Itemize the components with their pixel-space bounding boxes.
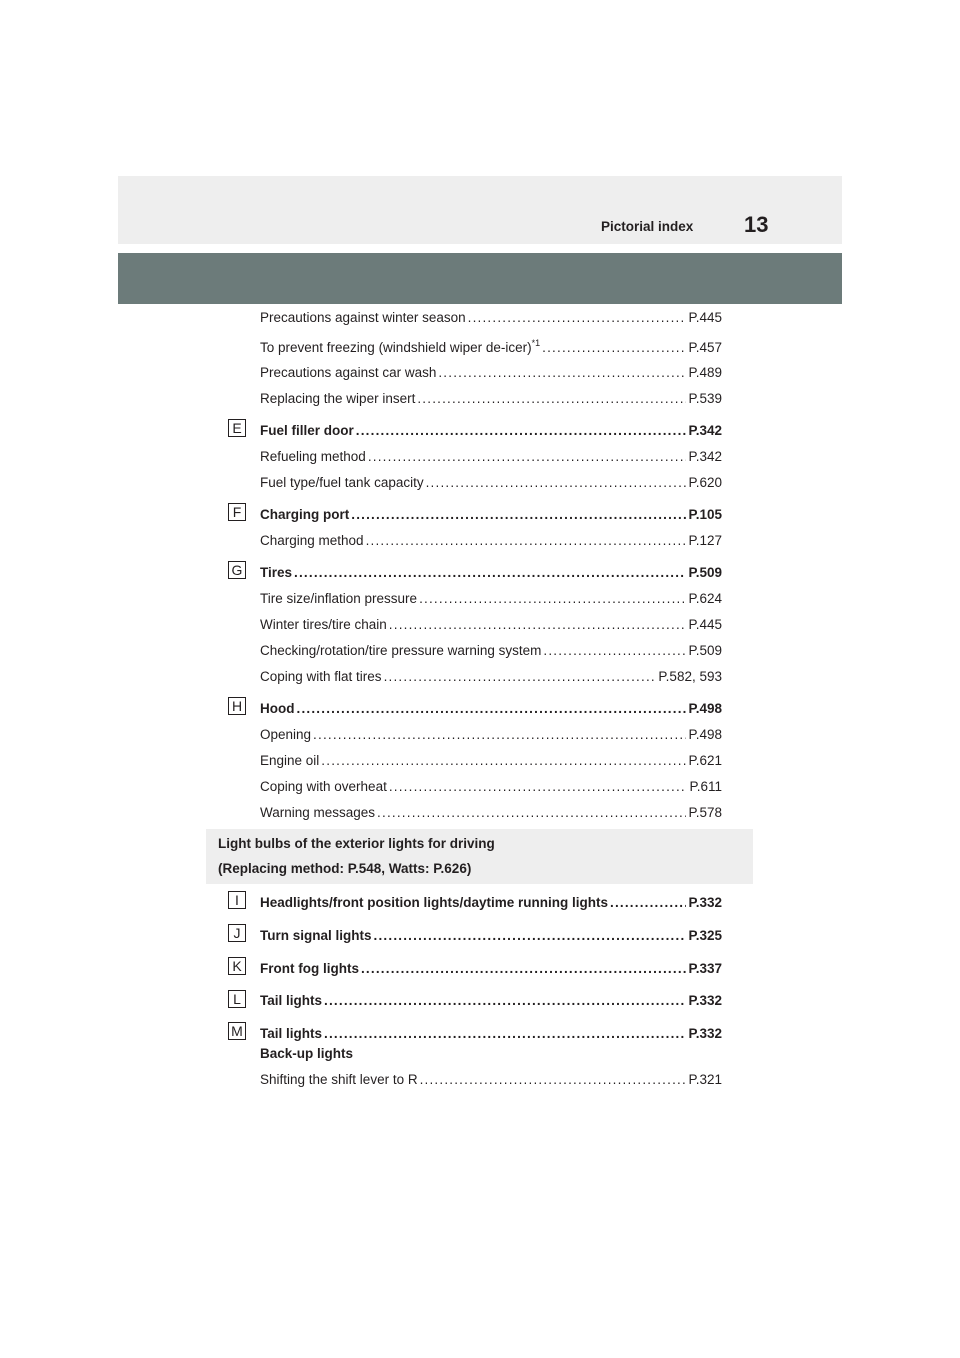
index-heading-headlights[interactable] bbox=[260, 894, 722, 912]
entry-label: Shifting the shift lever to R bbox=[260, 1072, 418, 1087]
leader-dots bbox=[384, 668, 657, 686]
leader-dots bbox=[468, 309, 687, 327]
entry-page: P.105 bbox=[688, 507, 722, 522]
footnote-marker: *1 bbox=[531, 337, 541, 348]
entry-page: P.332 bbox=[688, 895, 722, 910]
index-heading-hood[interactable] bbox=[260, 700, 722, 718]
leader-dots bbox=[374, 927, 687, 945]
entry-page: P.445 bbox=[688, 617, 722, 632]
back-up-lights-label: Back-up lights bbox=[260, 1046, 354, 1061]
entry-label: Opening bbox=[260, 727, 312, 742]
entry-label: Tail lights bbox=[260, 993, 323, 1008]
index-heading-tires[interactable] bbox=[260, 564, 722, 582]
index-entry[interactable] bbox=[260, 364, 722, 382]
entry-page: P.342 bbox=[688, 423, 722, 438]
entry-label: Tire size/inflation pressure bbox=[260, 591, 418, 606]
leader-dots bbox=[420, 1071, 687, 1089]
header-bar bbox=[118, 253, 842, 304]
leader-dots bbox=[294, 564, 686, 582]
entry-label: Precautions against car wash bbox=[260, 365, 437, 380]
index-entry[interactable] bbox=[260, 668, 722, 686]
entry-page: P.498 bbox=[688, 727, 722, 742]
index-entry[interactable] bbox=[260, 1071, 722, 1089]
entry-page: P.509 bbox=[688, 643, 722, 658]
callout-letter-m: M bbox=[228, 1022, 246, 1040]
entry-page: P.325 bbox=[688, 928, 722, 943]
leader-dots bbox=[377, 804, 686, 822]
entry-label: Engine oil bbox=[260, 753, 320, 768]
entry-label: Fuel filler door bbox=[260, 423, 354, 438]
entry-label: Charging method bbox=[260, 533, 364, 548]
entry-page: P.509 bbox=[688, 565, 722, 580]
index-entry[interactable] bbox=[260, 390, 722, 408]
leader-dots bbox=[356, 422, 687, 440]
entry-page: P.578 bbox=[688, 805, 722, 820]
leader-dots bbox=[426, 474, 687, 492]
leader-dots bbox=[417, 390, 686, 408]
entry-page: P.539 bbox=[688, 391, 722, 406]
leader-dots bbox=[324, 1025, 686, 1043]
leader-dots bbox=[543, 642, 686, 660]
entry-label: Turn signal lights bbox=[260, 928, 372, 943]
entry-label: Fuel type/fuel tank capacity bbox=[260, 475, 424, 490]
callout-letter-h: H bbox=[228, 697, 246, 715]
index-entry[interactable] bbox=[260, 752, 722, 770]
entry-label: Coping with overheat bbox=[260, 779, 387, 794]
index-entry[interactable] bbox=[260, 726, 722, 744]
index-heading-turn-signal-lights[interactable] bbox=[260, 927, 722, 945]
callout-letter-g: G bbox=[228, 561, 246, 579]
entry-page: P.321 bbox=[688, 1072, 722, 1087]
index-entry[interactable] bbox=[260, 474, 722, 492]
callout-letter-k: K bbox=[228, 957, 246, 975]
index-entry[interactable] bbox=[260, 616, 722, 634]
leader-dots bbox=[366, 532, 687, 550]
leader-dots bbox=[351, 506, 686, 524]
entry-label: Hood bbox=[260, 701, 295, 716]
index-entry[interactable] bbox=[260, 309, 722, 327]
entry-page: P.127 bbox=[688, 533, 722, 548]
entry-label: Winter tires/tire chain bbox=[260, 617, 387, 632]
index-entry[interactable] bbox=[260, 448, 722, 466]
index-heading-tail-lights[interactable] bbox=[260, 992, 722, 1010]
header-band bbox=[118, 176, 842, 244]
entry-label: Warning messages bbox=[260, 805, 376, 820]
entry-label: Tail lights bbox=[260, 1026, 323, 1041]
entry-page: P.332 bbox=[688, 1026, 722, 1041]
entry-label-text: To prevent freezing (windshield wiper de-icer) bbox=[260, 340, 532, 355]
callout-letter-l: L bbox=[228, 990, 246, 1008]
light-bulbs-heading: Light bulbs of the exterior lights for driving bbox=[218, 836, 495, 851]
leader-dots bbox=[313, 726, 686, 744]
entry-label: Coping with flat tires bbox=[260, 669, 382, 684]
leader-dots bbox=[321, 752, 686, 770]
index-entry[interactable] bbox=[260, 532, 722, 550]
leader-dots bbox=[419, 590, 686, 608]
index-heading-tail-lights-backup[interactable] bbox=[260, 1025, 722, 1043]
entry-page: P.457 bbox=[688, 340, 722, 355]
entry-page: P.621 bbox=[688, 753, 722, 768]
entry-page: P.582, 593 bbox=[658, 669, 722, 684]
leader-dots bbox=[297, 700, 687, 718]
entry-label: Replacing the wiper insert bbox=[260, 391, 416, 406]
entry-page: P.611 bbox=[689, 779, 722, 794]
entry-label: Checking/rotation/tire pressure warning system bbox=[260, 643, 542, 658]
leader-dots bbox=[438, 364, 686, 382]
entry-page: P.620 bbox=[688, 475, 722, 490]
callout-letter-f: F bbox=[228, 503, 246, 521]
entry-page: P.342 bbox=[688, 449, 722, 464]
callout-letter-j: J bbox=[228, 924, 246, 942]
entry-label: Charging port bbox=[260, 507, 350, 522]
entry-label: Front fog lights bbox=[260, 961, 359, 976]
index-entry[interactable] bbox=[260, 339, 722, 357]
leader-dots bbox=[610, 894, 686, 912]
entry-label: Tires bbox=[260, 565, 293, 580]
entry-label: Refueling method bbox=[260, 449, 366, 464]
leader-dots bbox=[542, 339, 686, 357]
callout-letter-i: I bbox=[228, 891, 246, 909]
entry-page: P.624 bbox=[688, 591, 722, 606]
leader-dots bbox=[389, 616, 687, 634]
entry-label: Precautions against winter season bbox=[260, 310, 466, 325]
callout-letter-e: E bbox=[228, 419, 246, 437]
leader-dots bbox=[361, 960, 686, 978]
index-entry[interactable] bbox=[260, 590, 722, 608]
index-entry[interactable] bbox=[260, 804, 722, 822]
index-heading-fuel-filler-door[interactable] bbox=[260, 422, 722, 440]
entry-label: Headlights/front position lights/daytime running lights bbox=[260, 895, 608, 910]
page-number: 13 bbox=[744, 212, 769, 237]
index-heading-charging-port[interactable] bbox=[260, 506, 722, 524]
entry-page: P.332 bbox=[688, 993, 722, 1008]
index-entry[interactable] bbox=[260, 778, 722, 796]
leader-dots bbox=[389, 778, 688, 796]
entry-page: P.337 bbox=[688, 961, 722, 976]
section-title: Pictorial index bbox=[601, 219, 694, 234]
index-heading-front-fog-lights[interactable] bbox=[260, 960, 722, 978]
index-entry[interactable] bbox=[260, 642, 722, 660]
light-bulbs-subheading: (Replacing method: P.548, Watts: P.626) bbox=[218, 861, 472, 876]
leader-dots bbox=[368, 448, 687, 466]
entry-page: P.498 bbox=[688, 701, 722, 716]
leader-dots bbox=[324, 992, 686, 1010]
entry-page: P.445 bbox=[688, 310, 722, 325]
entry-label bbox=[260, 339, 540, 357]
entry-page: P.489 bbox=[688, 365, 722, 380]
